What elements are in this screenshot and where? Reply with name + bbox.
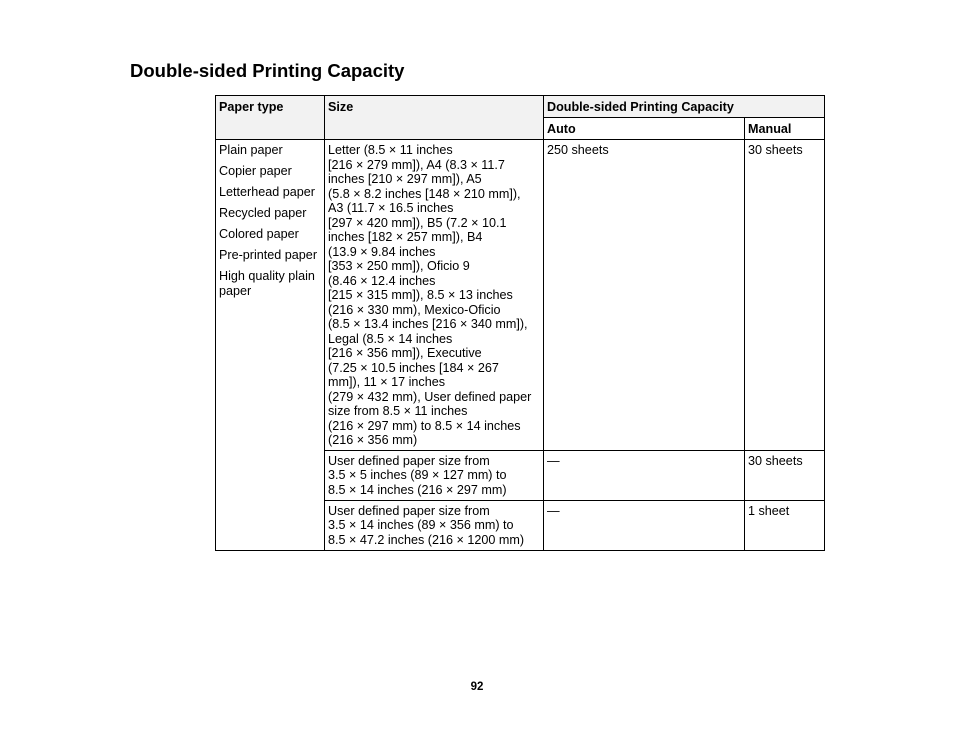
size-line: [216 × 356 mm]), Executive [328,346,482,360]
size-line: 3.5 × 5 inches (89 × 127 mm) to [328,468,507,482]
size-cell [325,140,544,451]
size-line: 8.5 × 14 inches (216 × 297 mm) [328,482,507,497]
size-line: mm]), 11 × 17 inches [328,375,446,389]
auto-cell: — [544,500,745,550]
size-line: 8.5 × 47.2 inches (216 × 1200 mm) [328,532,525,547]
size-line: (216 × 356 mm) [328,433,418,447]
header-manual: Manual [745,118,825,140]
size-line: [215 × 315 mm]), 8.5 × 13 inches [328,288,513,302]
size-line: User defined paper size from [328,453,490,468]
size-line: [297 × 420 mm]), B5 (7.2 × 10.1 [328,215,507,230]
manual-cell: 30 sheets [745,450,825,500]
header-paper-type: Paper type [216,96,325,140]
size-line: (279 × 432 mm), User defined paper [328,389,532,404]
size-line: (13.9 × 9.84 inches [328,244,436,259]
size-line: (7.25 × 10.5 inches [184 × 267 [328,360,499,375]
paper-type-item: Colored paper [219,227,299,241]
size-line: (8.46 × 12.4 inches [328,273,436,288]
header-size: Size [325,96,544,140]
size-line: (5.8 × 8.2 inches [148 × 210 mm]), [328,186,521,201]
size-line: Letter (8.5 × 11 inches [328,143,453,157]
size-line: (216 × 297 mm) to 8.5 × 14 inches [328,418,521,433]
size-line: A3 (11.7 × 16.5 inches [328,201,454,215]
size-line: (216 × 330 mm), Mexico-Oficio [328,302,501,317]
auto-cell: — [544,450,745,500]
size-line: 3.5 × 14 inches (89 × 356 mm) to [328,518,514,532]
paper-type-item: Copier paper [219,164,292,178]
paper-type-item: Letterhead paper [219,185,315,199]
paper-type-cell [216,140,325,551]
paper-type-item: Recycled paper [219,206,307,220]
header-row [216,96,825,118]
header-capacity: Double-sided Printing Capacity [544,96,825,118]
paper-type-item: Pre-printed paper [219,248,318,262]
size-line: (8.5 × 13.4 inches [216 × 340 mm]), [328,317,528,331]
paper-type-item: High quality plain paper [219,269,315,298]
size-line: User defined paper size from [328,503,490,518]
size-line: size from 8.5 × 11 inches [328,404,468,418]
size-line: inches [210 × 297 mm]), A5 [328,172,482,186]
manual-cell: 1 sheet [745,500,825,550]
size-line: inches [182 × 257 mm]), B4 [328,230,483,244]
size-cell [325,450,544,500]
auto-cell: 250 sheets [544,140,745,451]
page-title: Double-sided Printing Capacity [130,60,405,81]
capacity-table [215,95,825,551]
header-auto: Auto [544,118,745,140]
page-number: 92 [470,681,484,693]
size-line: [216 × 279 mm]), A4 (8.3 × 11.7 [328,157,505,172]
table-row [216,140,825,451]
size-cell [325,500,544,550]
size-line: Legal (8.5 × 14 inches [328,331,453,346]
manual-cell: 30 sheets [745,140,825,451]
paper-type-item: Plain paper [219,143,283,157]
size-line: [353 × 250 mm]), Oficio 9 [328,259,470,273]
